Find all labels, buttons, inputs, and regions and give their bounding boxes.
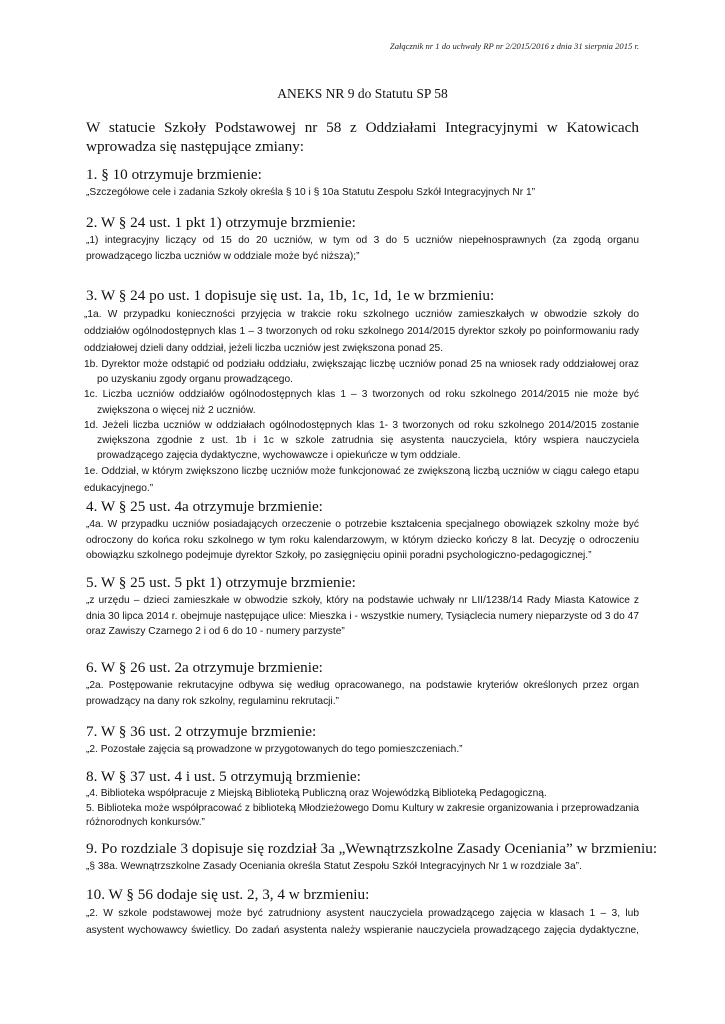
section-paragraph: 1c. Liczba uczniów oddziałów ogólnodostępnych klas 1 – 3 tworzonych od roku szkolnego 2014/2015 nie może być zwiększona o więcej niż 2 uczniów. xyxy=(84,389,639,416)
section-body xyxy=(86,185,639,201)
header-note: Załącznik nr 1 do uchwały RP nr 2/2015/2016 z dnia 31 sierpnia 2015 r. xyxy=(389,41,639,51)
section-heading: 6. W § 26 ust. 2a otrzymuje brzmienie: xyxy=(86,659,323,676)
section-body xyxy=(86,233,639,264)
section-4 xyxy=(86,498,639,564)
section-paragraph: 1d. Jeżeli liczba uczniów w oddziałach ogólnodostępnych klas 1- 3 tworzonych od roku szkolnego 2014/2015 zostanie zwiększona zgodnie z ust. 1b i 1c w szkole zatrudnia się asystenta nauczyciela, który wspiera nauczyciela prowadzącego zajęcia dydaktyczne, wychowawcze i opiekuńcze w tym oddziale. xyxy=(84,419,639,462)
section-heading: 9. Po rozdziale 3 dopisuje się rozdział 3a „Wewnątrzszkolne Zasady Oceniania” w brzmieniu: xyxy=(86,840,658,857)
section-1 xyxy=(86,166,639,201)
section-body xyxy=(86,905,639,939)
section-heading: 1. § 10 otrzymuje brzmienie: xyxy=(86,166,262,183)
section-body xyxy=(86,593,639,640)
section-7 xyxy=(86,723,639,758)
section-paragraph: „4. Biblioteka współpracuje z Miejską Biblioteką Publiczną oraz Wojewódzką Biblioteką Pedagogiczną. xyxy=(86,788,547,799)
section-paragraph: „Szczegółowe cele i zadania Szkoły określa § 10 i § 10a Statutu Zespołu Szkół Integracyjnych Nr 1” xyxy=(86,187,536,198)
section-body xyxy=(86,787,639,831)
section-5 xyxy=(86,574,639,640)
section-paragraph: 1b. Dyrektor może odstąpić od podziału oddziału, zwiększając liczbę uczniów ponad 25 na wniosek rady oddziałowej oraz po uzyskaniu zgody organu prowadzącego. xyxy=(84,359,639,386)
section-body xyxy=(84,306,639,497)
section-10 xyxy=(86,886,639,939)
document-title: ANEKS NR 9 do Statutu SP 58 xyxy=(277,86,448,101)
section-heading: 10. W § 56 dodaje się ust. 2, 3, 4 w brzmieniu: xyxy=(86,886,370,903)
section-6 xyxy=(86,659,639,709)
section-heading: 2. W § 24 ust. 1 pkt 1) otrzymuje brzmienie: xyxy=(86,214,356,231)
section-paragraph: „4a. W przypadku uczniów posiadających orzeczenie o potrzebie kształcenia specjalnego obowiązek szkolny może być odroczony do końca roku szkolnego w tym roku kalendarzowym, w którym dziecko kończy 8 lat. Decyzję o odroczeniu obowiązku szkolnego podejmuje dyrektor Szkoły, po zasięgnięciu opinii poradni psychologiczno-pedagogicznej.” xyxy=(86,519,639,562)
section-heading: 4. W § 25 ust. 4a otrzymuje brzmienie: xyxy=(86,498,323,515)
section-paragraph: „2a. Postępowanie rekrutacyjne odbywa się według opracowanego, na podstawie kryteriów określonych przez organ prowadzący na dany rok szkolny, regulaminu rekrutacji.” xyxy=(86,680,639,707)
section-3 xyxy=(86,287,639,497)
section-heading: 5. W § 25 ust. 5 pkt 1) otrzymuje brzmienie: xyxy=(86,574,356,591)
section-paragraph: 1e. Oddział, w którym zwiększono liczbę uczniów może funkcjonować ze zwiększoną liczbą uczniów w ciągu całego etapu edukacyjnego.” xyxy=(84,466,639,495)
section-heading: 3. W § 24 po ust. 1 dopisuje się ust. 1a, 1b, 1c, 1d, 1e w brzmieniu: xyxy=(86,287,495,304)
section-paragraph: 5. Biblioteka może współpracować z biblioteką Młodzieżowego Domu Kultury w zakresie organizowania i przeprowadzania różnorodnych konkursów.” xyxy=(86,802,639,829)
section-paragraph: „1) integracyjny liczący od 15 do 20 uczniów, w tym od 3 do 5 uczniów niepełnosprawnych (za zgodą organu prowadzącego liczba uczniów w oddziale może być niższa);” xyxy=(86,235,639,262)
section-paragraph: „2. W szkole podstawowej może być zatrudniony asystent nauczyciela prowadzącego zajęcia w klasach 1 – 3, lub asystent wychowawcy świetlicy. Do zadań asystenta należy wspieranie nauczyciela prowadzącego zajęcia dydaktyczne, xyxy=(86,908,639,936)
section-9 xyxy=(86,840,658,875)
section-body xyxy=(86,742,639,758)
section-heading: 8. W § 37 ust. 4 i ust. 5 otrzymują brzmienie: xyxy=(86,768,361,785)
intro-paragraph: W statucie Szkoły Podstawowej nr 58 z Oddziałami Integracyjnymi w Katowicach wprowadza się następujące zmiany: xyxy=(86,119,639,155)
section-body xyxy=(86,859,639,875)
section-2 xyxy=(86,214,639,264)
section-8 xyxy=(86,768,639,831)
section-body xyxy=(86,517,639,564)
section-paragraph: „z urzędu – dzieci zamieszkałe w obwodzie szkoły, który na podstawie uchwały nr LII/1238/14 Rady Miasta Katowice z dnia 30 lipca 2014 r. obejmuje następujące ulice: Mieszka i - wszystkie numery, Tysiąclecia numery nieparzyste od 3 do 47 oraz Zawiszy Czarnego 2 i od 6 do 10 - numery parzyste” xyxy=(86,595,639,638)
section-heading: 7. W § 36 ust. 2 otrzymuje brzmienie: xyxy=(86,723,317,740)
section-body xyxy=(86,678,639,709)
section-paragraph: „§ 38a. Wewnątrzszkolne Zasady Oceniania określa Statut Zespołu Szkół Integracyjnych Nr 1 w rozdziale 3a”. xyxy=(86,861,582,872)
section-paragraph: „2. Pozostałe zajęcia są prowadzone w przygotowanych do tego pomieszczeniach.” xyxy=(86,744,463,755)
section-paragraph: „1a. W przypadku konieczności przyjęcia w trakcie roku szkolnego uczniów zamieszkałych w obwodzie szkoły do oddziałów ogólnodostępnych klas 1 – 3 tworzonych od roku szkolnego 2014/2015 dyrektor szkoły po poinformowaniu rady oddziałowej dzieli dany oddział, jeżeli liczba uczniów jest zwiększona ponad 25. xyxy=(84,309,639,354)
